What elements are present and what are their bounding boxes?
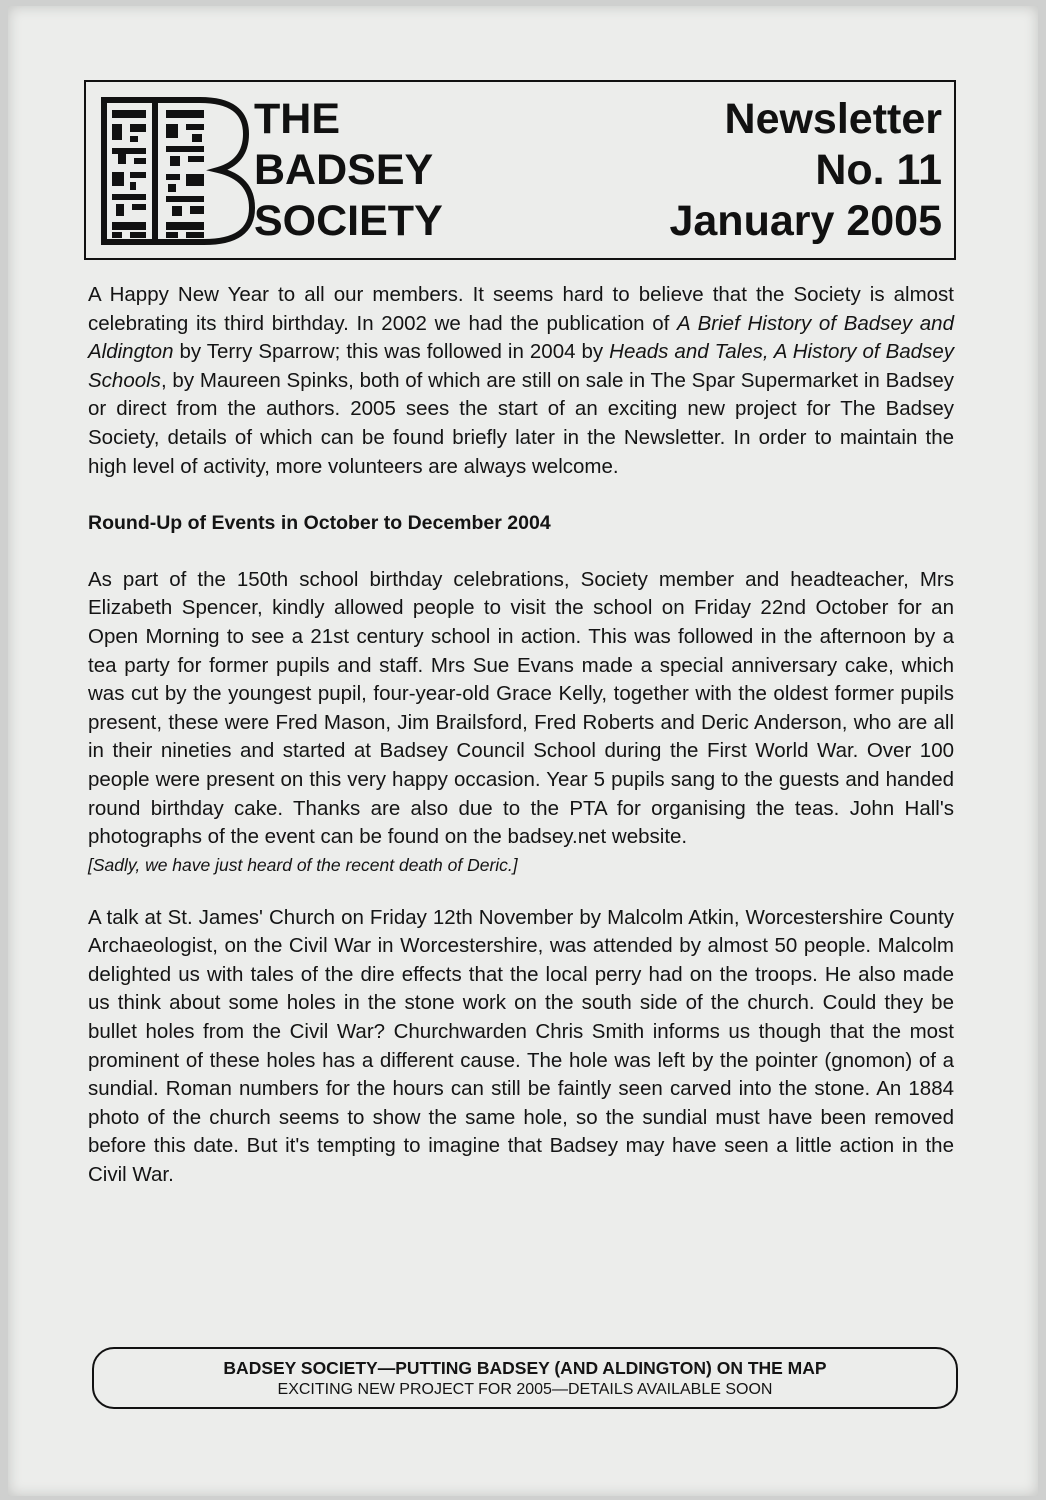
newsletter-body <box>88 281 954 1190</box>
issue-info <box>669 94 942 247</box>
issue-date: January 2005 <box>669 197 942 245</box>
book-title-brief-history: A Brief History of Badsey and Aldington <box>88 311 954 364</box>
intro-text-1: A Happy New Year to all our members. It seems hard to believe that the Society is almost celebrating its third birthday. In 2002 we had the publication of <box>88 283 954 335</box>
banner-subline: EXCITING NEW PROJECT FOR 2005—DETAILS AVAILABLE SOON <box>277 1381 773 1398</box>
intro-text-3: , by Maureen Spinks, both of which are still on sale in The Spar Supermarket in Badsey or direct from the authors. 2005 sees the start of an exciting new project for The Badsey Society, details of which can be found briefly later in the Newsletter. In order to maintain the high level of activity, more volunteers are always welcome. <box>88 368 954 478</box>
issue-number: No. 11 <box>815 146 942 194</box>
project-banner <box>92 1347 958 1409</box>
masthead <box>84 80 956 260</box>
society-name-line-2: BADSEY <box>254 146 434 194</box>
badsey-society-logo <box>96 96 256 246</box>
newsletter-label: Newsletter <box>724 95 942 143</box>
section-heading: Round-Up of Events in October to December 2004 <box>88 512 551 535</box>
banner-headline: BADSEY SOCIETY—PUTTING BADSEY (AND ALDINGTON) ON THE MAP <box>223 1358 827 1378</box>
civil-war-talk-paragraph: A talk at St. James' Church on Friday 12th November by Malcolm Atkin, Worcestershire County Archaeologist, on the Civil War in Worcestershire, was attended by almost 50 people. Malcolm delighted us with tales of the dire effects that the local perry had on the troops. He also made us think about some holes in the stone work on the south side of the church. Could they be bullet holes from the Civil War? Churchwarden Chris Smith informs us though that the most prominent of these holes has a different cause. The hole was left by the pointer (gnomon) of a sundial. Roman numbers for the hours can still be faintly seen carved into the stone. An 1884 photo of the church seems to show the same hole, so the sundial must have been removed before this date. But it's tempting to imagine that Badsey may have seen a little action in the Civil War. <box>88 905 954 1187</box>
intro-paragraph <box>88 281 954 481</box>
society-name-line-1: THE <box>254 95 340 143</box>
school-birthday-paragraph: As part of the 150th school birthday celebrations, Society member and headteacher, Mrs Elizabeth Spencer, kindly allowed people to visit the school on Friday 22nd October for an Open Morning to see a 21st century school in action. This was followed in the afternoon by a tea party for former pupils and staff. Mrs Sue Evans made a special anniversary cake, which was cut by the youngest pupil, four-year-old Grace Kelly, together with the oldest former pupils present, these were Fred Mason, Jim Brailsford, Fred Roberts and Deric Anderson, who are all in their nineties and started at Badsey Council School during the First World War. Over 100 people were present on this very happy occasion. Year 5 pupils sang to the guests and handed round birthday cake. Thanks are also due to the PTA for organising the teas. John Hall's photographs of the event can be found on the badsey.net website. <box>88 567 954 849</box>
deric-note: [Sadly, we have just heard of the recent death of Deric.] <box>88 854 518 875</box>
intro-text-2: by Terry Sparrow; this was followed in 2004 by <box>173 340 610 364</box>
society-name <box>254 94 443 247</box>
society-name-line-3: SOCIETY <box>254 197 443 245</box>
book-title-heads-and-tales: Heads and Tales, A History of Badsey Schools <box>88 340 954 392</box>
